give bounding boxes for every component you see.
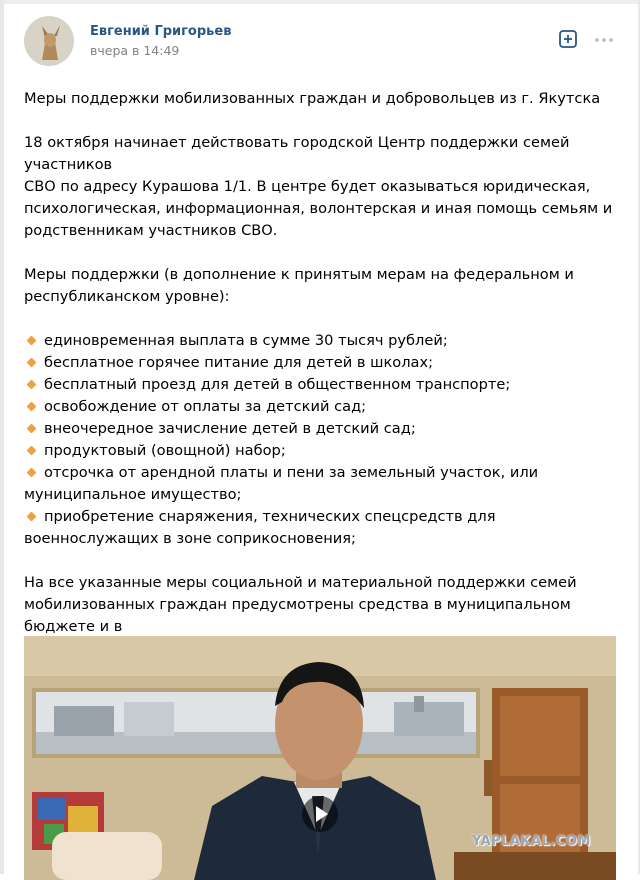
- diamond-bullet-icon: [27, 358, 37, 368]
- text-line: СВО по адресу Курашова 1/1. В центре будет оказываться юридическая,: [24, 178, 591, 195]
- paragraph-center-info: [24, 132, 614, 242]
- list-item: приобретение снаряжения, технических спецсредств для военнослужащих в зоне соприкосновения;: [24, 508, 496, 547]
- post-text: [24, 88, 614, 660]
- list-item: продуктовый (овощной) набор;: [24, 440, 614, 462]
- list-item: освобождение от оплаты за детский сад;: [24, 396, 614, 418]
- list-item: бесплатный проезд для детей в общественном транспорте;: [24, 374, 614, 396]
- text-line: мобилизованных граждан предусмотрены средства в муниципальном бюджете и в: [24, 596, 571, 635]
- diamond-bullet-icon: [27, 446, 37, 456]
- diamond-bullet-icon: [27, 424, 37, 434]
- avatar[interactable]: [24, 16, 74, 66]
- post-card: [4, 4, 638, 874]
- post-title: Меры поддержки мобилизованных граждан и добровольцев из г. Якутска: [24, 90, 601, 107]
- paragraph-measures-intro: [24, 264, 614, 308]
- text-line: республиканском уровне):: [24, 288, 230, 305]
- list-item: отсрочка от арендной платы и пени за земельный участок, или муниципальное имущество;: [24, 464, 539, 503]
- diamond-bullet-icon: [27, 402, 37, 412]
- list-item: единовременная выплата в сумме 30 тысяч рублей;: [24, 330, 614, 352]
- author-name[interactable]: Евгений Григорьев: [90, 24, 232, 39]
- diamond-bullet-icon: [27, 380, 37, 390]
- text-line: родственникам участников СВО.: [24, 222, 278, 239]
- diamond-bullet-icon: [27, 512, 37, 522]
- text-line: На все указанные меры социальной и материальной поддержки семей: [24, 574, 577, 591]
- post-time[interactable]: вчера в 14:49: [90, 43, 180, 58]
- play-button[interactable]: [302, 796, 338, 832]
- diamond-bullet-icon: [27, 336, 37, 346]
- play-icon: [302, 796, 338, 832]
- avatar-image: [24, 16, 74, 66]
- text-line: психологическая, информационная, волонтерская и иная помощь семьям и: [24, 200, 613, 217]
- diamond-bullet-icon: [27, 468, 37, 478]
- text-line: 18 октября начинает действовать городской Центр поддержки семей участников: [24, 134, 570, 173]
- add-bookmark-button[interactable]: [559, 30, 577, 48]
- list-item: внеочередное зачисление детей в детский сад;: [24, 418, 614, 440]
- more-actions-button[interactable]: [594, 32, 614, 46]
- site-watermark: YAPLAKAL.COM: [472, 834, 591, 849]
- text-line: Меры поддержки (в дополнение к принятым мерам на федеральном и: [24, 266, 574, 283]
- more-dots-icon: [594, 33, 614, 47]
- measures-list: [24, 330, 614, 550]
- list-item: бесплатное горячее питание для детей в школах;: [24, 352, 614, 374]
- plus-square-icon: [559, 30, 577, 48]
